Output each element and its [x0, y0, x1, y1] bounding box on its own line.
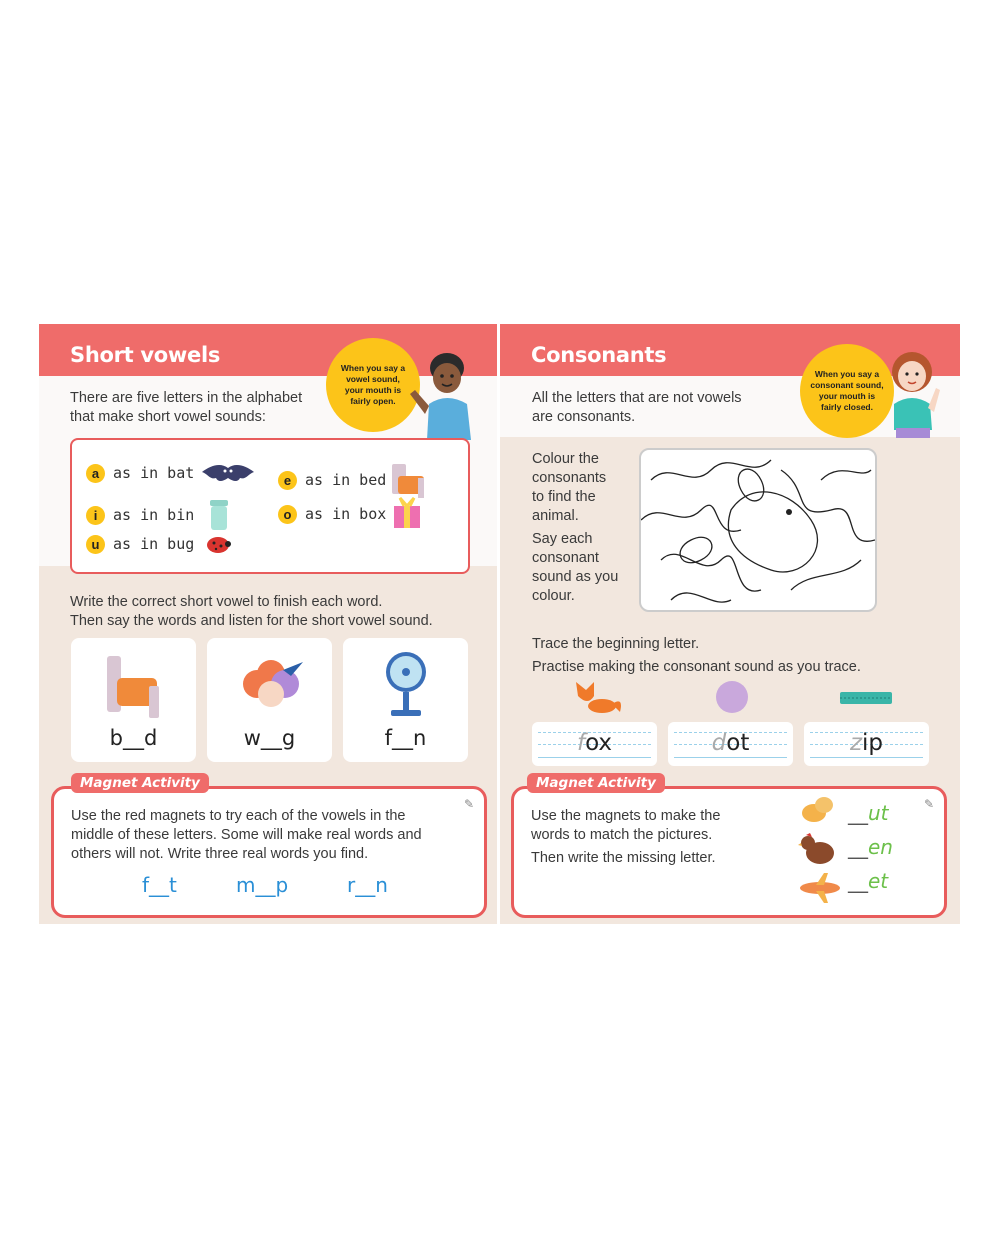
trace-card [532, 722, 657, 766]
say-line-2: consonant [532, 550, 599, 566]
right-page [500, 324, 960, 924]
word-blank: w__g [243, 726, 296, 750]
word-ending: en [868, 835, 893, 859]
trace-word-rest: ox [585, 730, 613, 756]
colour-line-3: to find the [532, 489, 596, 505]
colour-line-2: consonants [532, 470, 607, 486]
bat-icon [200, 460, 256, 486]
fan-icon [381, 650, 431, 720]
bin-icon [204, 496, 234, 534]
missing-blank: __ [848, 801, 868, 825]
trace-word-rest: ot [726, 730, 750, 756]
instruction-line-2: Then say the words and listen for the short vowel sound. [70, 613, 433, 629]
gift-box-icon [388, 496, 426, 532]
trace-letter: z [849, 730, 863, 756]
page-title: Short vowels [70, 343, 221, 367]
magnet-activity-label: Magnet Activity [71, 773, 209, 793]
speech-bubble: When you say a vowel sound, your mouth is fairly open. [326, 338, 420, 432]
trace-letter: d [711, 730, 727, 756]
magnet-word: f__t [142, 873, 177, 897]
left-page [39, 324, 497, 924]
vowel-row-i [86, 496, 234, 534]
dot-icon [715, 680, 749, 714]
word-blank: f__n [384, 726, 427, 750]
vowel-example: as in bin [113, 506, 195, 524]
magnet-line-1: Use the magnets to make the [531, 808, 721, 824]
colour-line-1: Colour the [532, 451, 599, 467]
pencil-icon: ✎ [463, 797, 474, 811]
intro-line-2: that make short vowel sounds: [70, 409, 266, 425]
vowel-example: as in bed [305, 471, 387, 489]
vowel-row-o [278, 496, 426, 532]
trace-line-2: Practise making the consonant sound as you trace. [532, 659, 861, 675]
boy-illustration [405, 348, 477, 440]
vowel-example: as in bug [113, 535, 195, 553]
magnet-line-2: words to match the pictures. [531, 827, 713, 843]
colouring-puzzle [639, 448, 877, 612]
zip-icon [840, 690, 892, 706]
trace-word-rest: ip [862, 730, 884, 756]
vowel-badge: u [86, 535, 105, 554]
magnet-word: r__n [347, 873, 388, 897]
word-blank: b__d [109, 726, 158, 750]
girl-illustration [884, 348, 946, 438]
colour-line-4: animal. [532, 508, 579, 524]
magnet-line-1: Use the red magnets to try each of the vowels in the [71, 808, 406, 824]
missing-blank: __ [848, 869, 868, 893]
speech-bubble: When you say a consonant sound, your mouth is fairly closed. [800, 344, 894, 438]
fox-icon [572, 678, 622, 718]
word-ending: ut [868, 801, 889, 825]
vowel-row-u [86, 532, 234, 556]
magnet-activity-label: Magnet Activity [527, 773, 665, 793]
missing-blank: __ [848, 835, 868, 859]
wig-icon [239, 658, 305, 718]
puzzle-drawing [641, 450, 875, 610]
say-line-3: sound as you [532, 569, 619, 585]
trace-card [668, 722, 793, 766]
say-line-1: Say each [532, 531, 593, 547]
vowel-row-e [278, 460, 428, 500]
instruction-line-1: Write the correct short vowel to finish each word. [70, 594, 383, 610]
bed-icon [388, 460, 428, 500]
vowel-badge: e [278, 471, 297, 490]
pencil-icon: ✎ [923, 797, 934, 811]
magnet-activity-box [51, 786, 487, 918]
magnet-line-3: Then write the missing letter. [531, 850, 716, 866]
vowel-example: as in box [305, 505, 387, 523]
word-card [71, 638, 196, 762]
page-title: Consonants [531, 343, 667, 367]
bed-icon [103, 652, 163, 720]
word-card [343, 638, 468, 762]
vowel-box [70, 438, 470, 574]
trace-letter: f [576, 730, 586, 756]
vowel-row-a [86, 460, 256, 486]
magnet-word: m__p [236, 873, 289, 897]
hen-icon [798, 831, 838, 869]
trace-line-1: Trace the beginning letter. [532, 636, 700, 652]
magnet-activity-box [511, 786, 947, 918]
magnet-line-2: middle of these letters. Some will make real words and [71, 827, 422, 843]
word-card [207, 638, 332, 762]
ladybug-icon [202, 532, 234, 556]
trace-card [804, 722, 929, 766]
vowel-badge: i [86, 506, 105, 525]
word-ending: et [868, 869, 889, 893]
jet-icon [798, 873, 842, 903]
vowel-badge: o [278, 505, 297, 524]
say-line-4: colour. [532, 588, 575, 604]
intro-line-1: All the letters that are not vowels [532, 390, 742, 406]
nut-icon [800, 793, 836, 829]
intro-line-2: are consonants. [532, 409, 636, 425]
intro-line-1: There are five letters in the alphabet [70, 390, 303, 406]
vowel-example: as in bat [113, 464, 195, 482]
magnet-line-3: others will not. Write three real words you find. [71, 846, 369, 862]
vowel-badge: a [86, 464, 105, 483]
